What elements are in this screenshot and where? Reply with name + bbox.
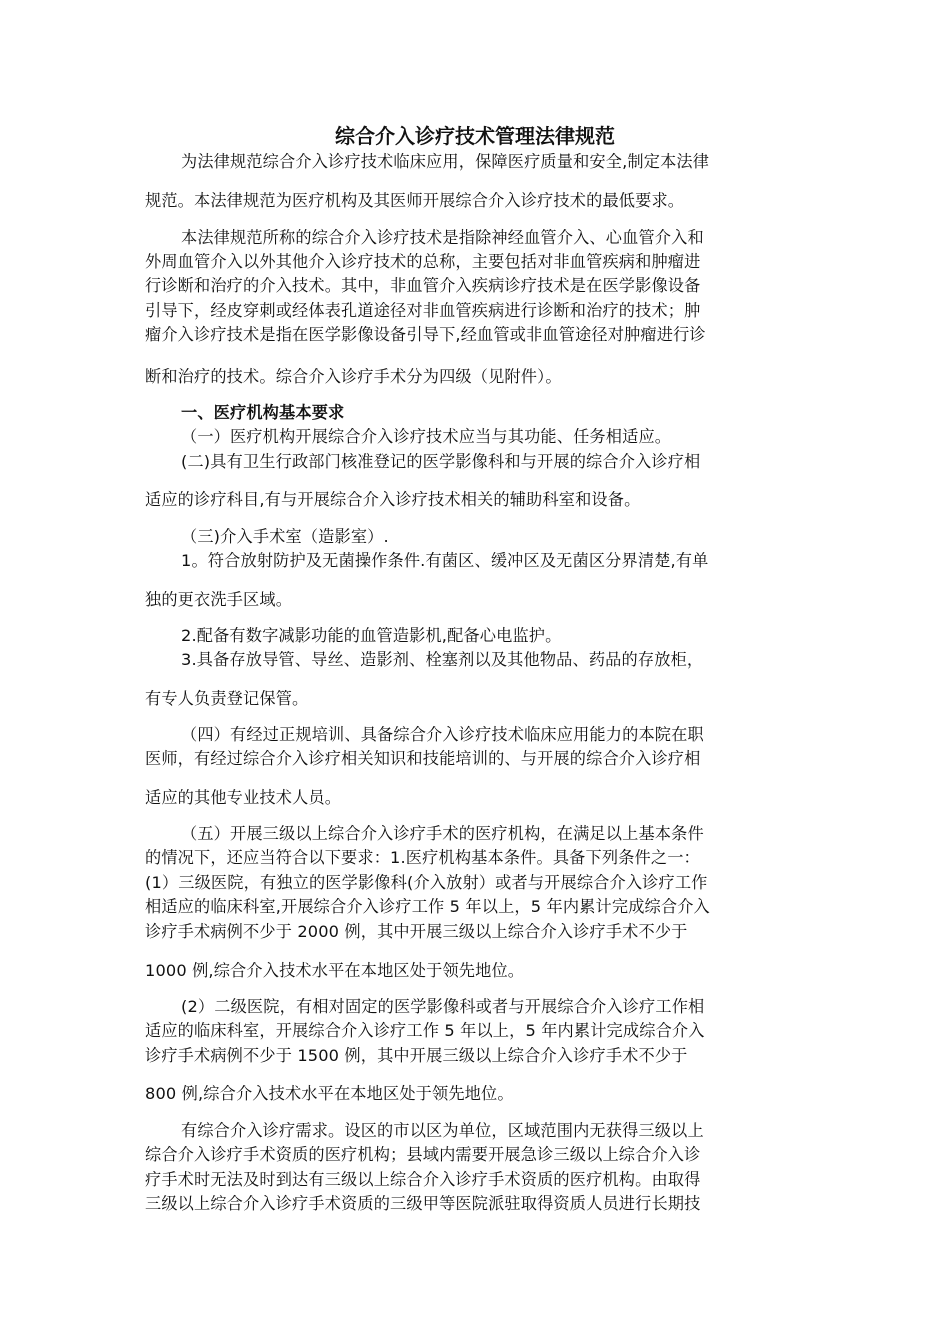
paragraph-line: 诊疗手术病例不少于 1500 例，其中开展三级以上综合介入诊疗手术不少于 <box>145 1046 688 1065</box>
paragraph-line: (2）二级医院，有相对固定的医学影像科或者与开展综合介入诊疗工作相 <box>181 997 705 1016</box>
paragraph-line: （五）开展三级以上综合介入诊疗手术的医疗机构，在满足以上基本条件 <box>181 824 704 843</box>
paragraph-line: 引导下，经皮穿刺或经体表孔道途径对非血管疾病进行诊断和治疗的技术；肿 <box>145 301 701 320</box>
paragraph-line: （四）有经过正规培训、具备综合介入诊疗技术临床应用能力的本院在职 <box>181 725 704 744</box>
paragraph-line: 2.配备有数字减影功能的血管造影机,配备心电监护。 <box>181 626 562 645</box>
paragraph-line: 适应的诊疗科目,有与开展综合介入诊疗技术相关的辅助科室和设备。 <box>145 490 641 509</box>
paragraph-line: (1）三级医院，有独立的医学影像科(介入放射）或者与开展综合介入诊疗工作 <box>145 873 708 892</box>
paragraph-line: 为法律规范综合介入诊疗技术临床应用，保障医疗质量和安全,制定本法律 <box>181 152 710 171</box>
paragraph-line: 瘤介入诊疗技术是指在医学影像设备引导下,经血管或非血管途径对肿瘤进行诊 <box>145 325 706 344</box>
paragraph-line: 断和治疗的技术。综合介入诊疗手术分为四级（见附件）。 <box>145 367 562 386</box>
paragraph-line: 3.具备存放导管、导丝、造影剂、栓塞剂以及其他物品、药品的存放柜， <box>181 650 704 669</box>
paragraph-line: 本法律规范所称的综合介入诊疗技术是指除神经血管介入、心血管介入和 <box>181 228 704 247</box>
paragraph-line: (二)具有卫生行政部门核准登记的医学影像科和与开展的综合介入诊疗相 <box>181 452 701 471</box>
paragraph-line: 独的更衣洗手区域。 <box>145 590 293 609</box>
paragraph-line: 1。符合放射防护及无菌操作条件.有菌区、缓冲区及无菌区分界清楚,有单 <box>181 551 709 570</box>
paragraph-line: 三级以上综合介入诊疗手术资质的三级甲等医院派驻取得资质人员进行长期技 <box>145 1194 701 1213</box>
paragraph-line: 诊疗手术病例不少于 2000 例，其中开展三级以上综合介入诊疗手术不少于 <box>145 922 688 941</box>
paragraph-line: 800 例,综合介入技术水平在本地区处于领先地位。 <box>145 1084 514 1103</box>
paragraph-line: 适应的临床科室，开展综合介入诊疗工作 5 年以上，5 年内累计完成综合介入 <box>145 1021 705 1040</box>
paragraph-line: （一）医疗机构开展综合介入诊疗技术应当与其功能、任务相适应。 <box>181 427 672 446</box>
paragraph-line: 的情况下，还应当符合以下要求：1.医疗机构基本条件。具备下列条件之一： <box>145 848 700 867</box>
section-heading: 一、医疗机构基本要求 <box>181 403 345 422</box>
paragraph-line: 综合介入诊疗手术资质的医疗机构；县域内需要开展急诊三级以上综合介入诊 <box>145 1145 701 1164</box>
paragraph-line: （三)介入手术室（造影室）. <box>181 527 389 546</box>
paragraph-line: 相适应的临床科室,开展综合介入诊疗工作 5 年以上，5 年内累计完成综合介入 <box>145 897 710 916</box>
paragraph-line: 规范。本法律规范为医疗机构及其医师开展综合介入诊疗技术的最低要求。 <box>145 191 685 210</box>
paragraph-line: 行诊断和治疗的介入技术。其中，非血管介入疾病诊疗技术是在医学影像设备 <box>145 276 701 295</box>
paragraph-line: 医师，有经过综合介入诊疗相关知识和技能培训的、与开展的综合介入诊疗相 <box>145 749 701 768</box>
paragraph-line: 外周血管介入以外其他介入诊疗技术的总称，主要包括对非血管疾病和肿瘤进 <box>145 252 701 271</box>
paragraph-line: 疗手术时无法及时到达有三级以上综合介入诊疗手术资质的医疗机构。由取得 <box>145 1170 701 1189</box>
paragraph-line: 1000 例,综合介入技术水平在本地区处于领先地位。 <box>145 961 525 980</box>
paragraph-line: 有专人负责登记保管。 <box>145 689 309 708</box>
document-title: 综合介入诊疗技术管理法律规范 <box>335 124 615 148</box>
paragraph-line: 适应的其他专业技术人员。 <box>145 788 342 807</box>
paragraph-line: 有综合介入诊疗需求。设区的市以区为单位，区域范围内无获得三级以上 <box>181 1121 704 1140</box>
